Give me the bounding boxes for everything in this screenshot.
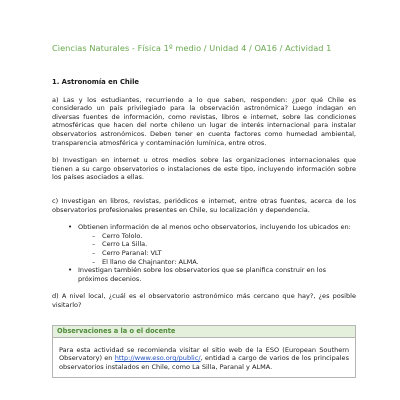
eso-link[interactable]: http://www.eso.org/public/ xyxy=(114,354,201,363)
bullet-text-future: Investigan también sobre los observatorios que se planifica construir en los próximos decenios. xyxy=(78,266,327,283)
paragraph-a: a) Las y los estudiantes, recurriendo a lo que saben, responden: ¿por qué Chile es considerado un país privilegiado para la observación astronómica? Luego indagan en diversas fuentes de información, como revistas, libros e internet, sobre las condiciones atmosféricas que hacen del norte chileno un lugar de interés internacional para instalar observatorios astronómicos. Deben tener en cuenta factores como humedad ambiental, transparencia atmosférica y contaminación lumínica, entre otros. xyxy=(52,95,356,147)
teacher-notes-title: Observaciones a la o el docente xyxy=(53,326,355,338)
teacher-notes-text-before: Para esta actividad se recomienda visitar el sitio web de la ESO (European Southern Observatory) en xyxy=(59,345,349,363)
list-item: – Cerro Tololo. xyxy=(92,232,356,241)
teacher-notes-text-after: , entidad a cargo de varios de los principales observatorios instalados en Chile, como La Silla, Paranal y ALMA. xyxy=(59,354,349,371)
section-heading: 1. Astronomía en Chile xyxy=(52,78,140,86)
list-item: – El llano de Chajnantor: ALMA. xyxy=(92,258,356,267)
list-item: – Cerro Paranal: VLT xyxy=(92,249,356,258)
list-item xyxy=(70,266,356,283)
breadcrumb: Ciencias Naturales - Física 1º medio / Unidad 4 / OA16 / Actividad 1 xyxy=(52,43,332,53)
paragraph-c: c) Investigan en libros, revistas, periódicos e internet, entre otras fuentes, acerca de los observatorios profesionales presentes en Chile, su localización y dependencia. xyxy=(52,196,356,214)
teacher-notes-body xyxy=(53,338,355,378)
bullet-list xyxy=(52,223,356,283)
observatory-sublist xyxy=(78,232,356,266)
paragraph-b: b) Investigan en internet u otros medios sobre las organizaciones internacionales que tienen a su cargo observatorios o instalaciones de este tipo, incluyendo información sobre los países asociados a ellas. xyxy=(52,156,356,182)
teacher-notes-box xyxy=(52,325,356,378)
list-item: – Cerro La Silla. xyxy=(92,240,356,249)
paragraph-d: d) A nivel local, ¿cuál es el observatorio astronómico más cercano que hay?, ¿es posible visitarlo? xyxy=(52,292,356,309)
list-item xyxy=(70,223,356,266)
activity-content xyxy=(52,78,356,318)
bullet-text-observatories: Obtienen información de al menos ocho observatorios, incluyendo los ubicados en: xyxy=(78,223,351,232)
